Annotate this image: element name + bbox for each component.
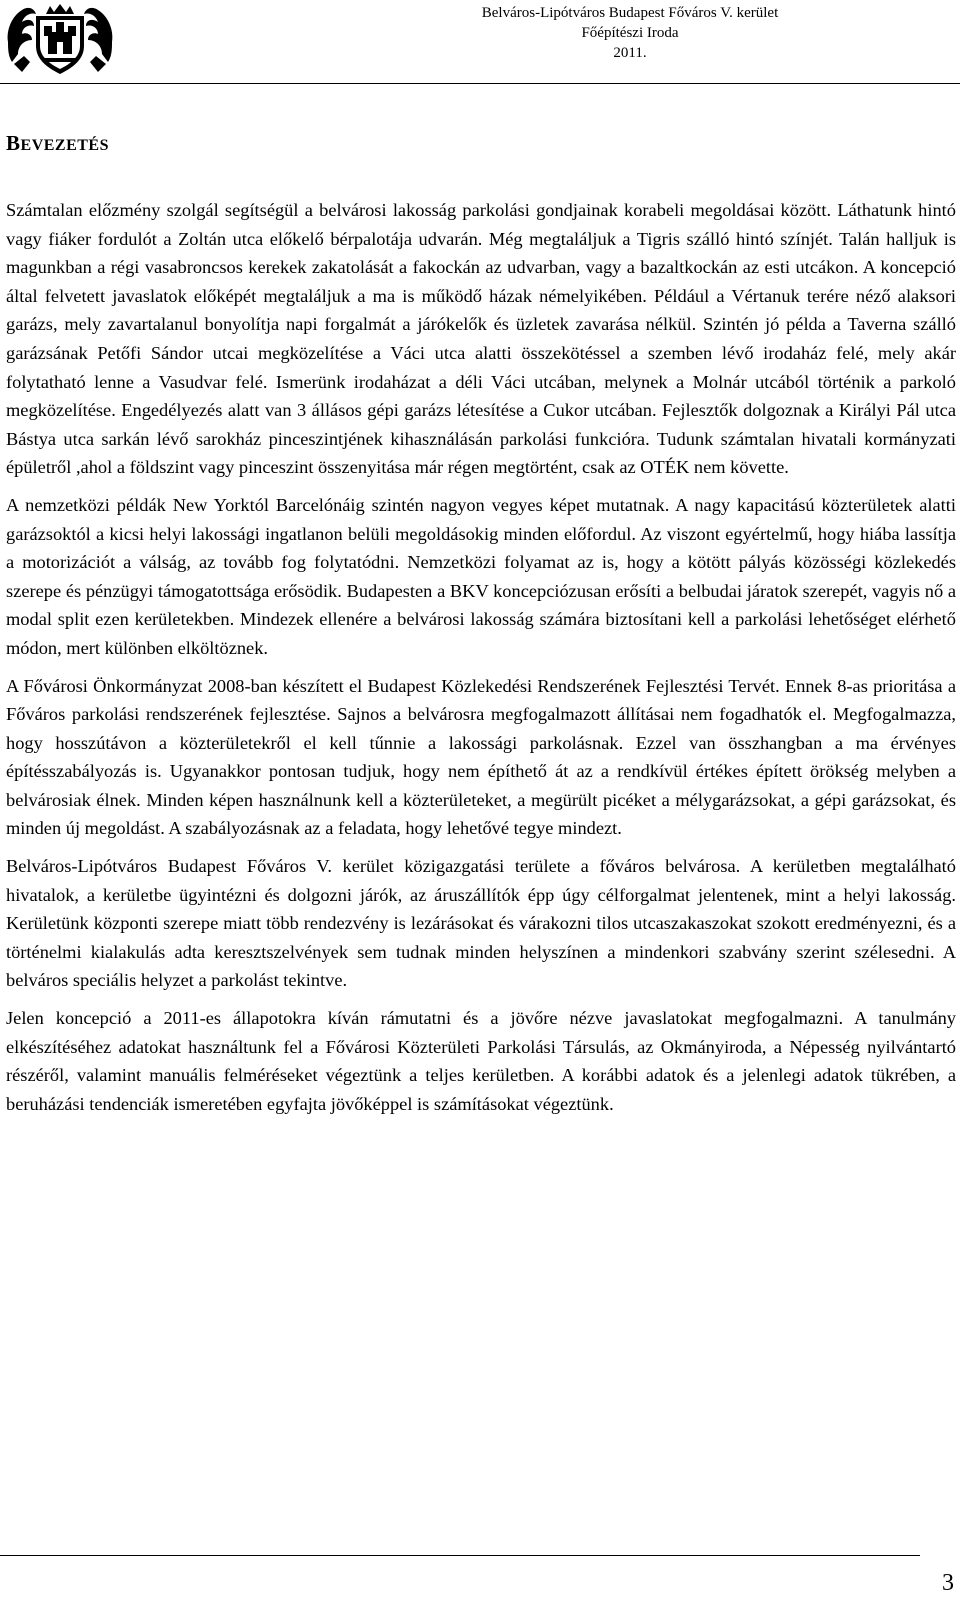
page-header (0, 0, 960, 80)
header-year: 2011. (613, 45, 647, 61)
section-title-initial: B (6, 131, 21, 155)
page-number: 3 (942, 1570, 954, 1596)
paragraph: Jelen koncepció a 2011-es állapotokra kíván rámutatni és a jövőre nézve javaslatokat megfogalmazni. A tanulmány elkészítéséhez adatokat használtunk fel a Fővárosi Közterületi Parkolási Társulás, az Okmányiroda, a Népesség nyilvántartó részéről, valamint manuális felméréseket végeztünk a teljes kerületben. A korábbi adatok és a jelenlegi adatok tükrében, a beruházási tendenciák ismeretében egyfajta jövőképpel is számításokat végeztünk. (6, 1008, 956, 1114)
footer-divider (0, 1555, 920, 1556)
paragraph: Számtalan előzmény szolgál segítségül a belvárosi lakosság parkolási gondjainak korabeli megoldásai között. Láthatunk hintó vagy fiáker fordulót a Zoltán utca előkelő bérpalotája udvarán. Még megtaláljuk a Tigris szálló hintó színjét. Talán halljuk is magunkban a régi vasabroncsos kerekek zakatolását a fakockán az udvarban, vagy a bazaltkockán az esti utcákon. A koncepció által felvetett javaslatok előképét megtaláljuk a ma is működő házak némelyikében. Például a Vértanuk terére néző alaksori garázs, mely zavartalanul bonyolítja napi forgalmát a járókelők és üzletek zavarása nélkül. Szintén jó példa a Taverna szálló garázsának Petőfi Sándor utcai megközelítése a Váci utca alatti összekötéssel a szemben lévő irodaház felé, mely akár folytatható lenne a Vasudvar felé. Ismerünk irodaházat a déli Váci utcában, melynek a Molnár utcából történik a parkoló megközelítése. Engedélyezés alatt van 3 állásos gépi garázs létesítése a Cukor utcában. Fejlesztők dolgoznak a Királyi Pál utca Bástya utca sarkán lévő sarokház pinceszintjének kihasználásán parkolási funkcióra. Tudunk számtalan hivatali kormányzati épületről ,ahol a földszint vagy pinceszint összenyitása már régen megtörtént, csak az OTÉK nem követte. (6, 200, 956, 478)
header-text (300, 3, 960, 63)
district-coat-of-arms-icon (4, 2, 116, 76)
header-office: Főépítészi Iroda (581, 25, 679, 41)
paragraph: Belváros-Lipótváros Budapest Főváros V. kerület közigazgatási területe a főváros belvárosa. A kerületben megtalálható hivatalok, a kerületbe ügyintézni és dolgozni járók, az áruszállítók épp úgy célforgalmat jelentenek, mint a helyi lakosság. Kerületünk központi szerepe miatt több rendezvény is lezárásokat és várakozni tilos utcaszakaszokat szokott eredményezni, és a történelmi kialakulás adta keresztszelvények sem tudnak minden helyszínen a mindenkori szabvány szerint szélesedni. A belváros speciális helyzet a parkolást tekintve. (6, 856, 956, 991)
section-title (6, 130, 109, 159)
paragraph: A nemzetközi példák New Yorktól Barcelónáig szintén nagyon vegyes képet mutatnak. A nagy kapacitású közterületek alatti garázsoktól a kicsi helyi lakossági ingatlanon belüli megoldásokig minden előfordul. Az viszont egyértelmű, hogy hiába lassítja a motorizációt a válság, az tovább fog folytatódni. Nemzetközi folyamat az is, hogy a kötött pályás közösségi közlekedés szerepe és pénzügyi támogatottsága erősödik. Budapesten a BKV koncepciózusan erősíti a belbudai járatok szerepét, vagyis nő a modal split ezen kerületekben. Mindezek ellenére a belvárosi lakosság számára biztosítani kell a parkolási lehetőséget elérhető módon, mert különben elköltöznek. (6, 494, 956, 658)
header-institution: Belváros-Lipótváros Budapest Főváros V. kerület (481, 5, 779, 21)
section-title-rest: EVEZETÉS (20, 137, 109, 154)
paragraph: A Fővárosi Önkormányzat 2008-ban készített el Budapest Közlekedési Rendszerének Fejlesztési Tervét. Ennek 8-as prioritása a Főváros parkolási rendszerének fejlesztése. Sajnos a belvárosra megfogalmazott állításai nem fogadhatók el. Megfogalmazza, hogy hosszútávon a közterületekről el kell tűnnie a lakossági parkolásnak. Ezzel van összhangban a ma érvényes építésszabályozás is. Ugyanakkor pontosan tudjuk, hogy nem építhető át az a rendkívül értékes épített örökség melyben a belvárosiak élnek. Minden képen használnunk kell a közterületeket, a megürült picéket a mélygarázsokat, a gépi garázsokat, és minden új megoldást. A szabályozásnak az a feladata, hogy lehetővé tegye mindezt. (6, 675, 956, 839)
document-body (6, 196, 956, 1127)
header-divider (0, 83, 960, 84)
